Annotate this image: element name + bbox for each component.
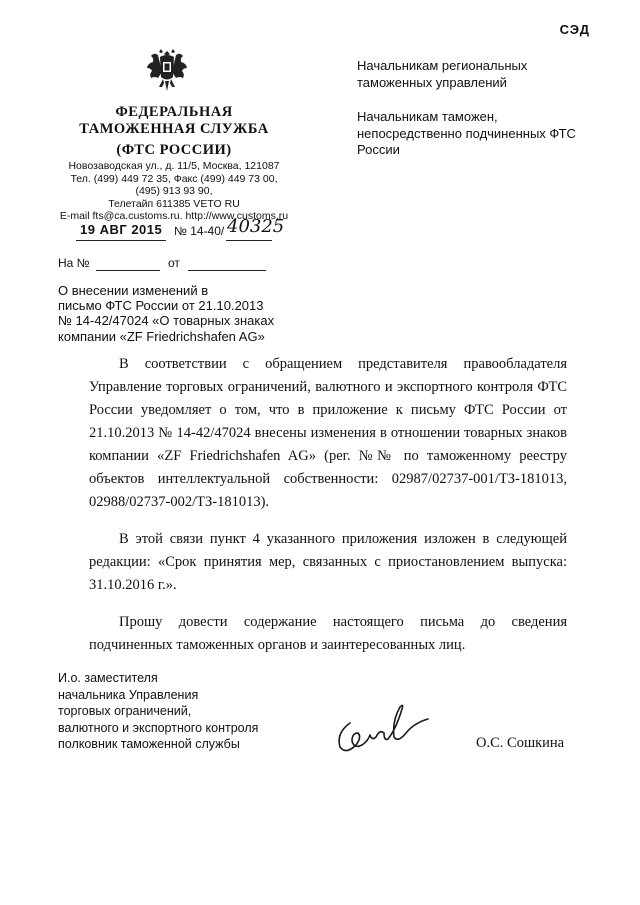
- position-line: полковник таможенной службы: [58, 737, 240, 751]
- subject-line: компании «ZF Friedrichshafen AG»: [58, 328, 265, 344]
- agency-name: [50, 104, 298, 159]
- body-paragraph-3: Прошу довести содержание настоящего письма до сведения подчиненных таможенных органов и заинтересованных лиц.: [89, 614, 567, 653]
- registration-number-label: № 14-40/: [174, 224, 225, 238]
- subject-line: О внесении изменений в: [58, 283, 209, 298]
- position-line: начальника Управления: [58, 687, 199, 702]
- email-line: E-mail fts@ca.customs.ru. http://www.customs.ru: [59, 210, 289, 222]
- position-line: валютного и экспортного контроля: [58, 720, 259, 735]
- agency-contacts: [50, 160, 298, 223]
- signatory-name: О.С. Сошкина: [476, 735, 565, 751]
- subject-line: № 14-42/47024 «О товарных знаках: [58, 313, 275, 329]
- in-reply-number-blank: [96, 270, 160, 271]
- from-label: от: [168, 256, 180, 270]
- coat-of-arms-emblem: [146, 45, 188, 95]
- letter-subject: [58, 283, 308, 344]
- position-line: И.о. заместителя: [58, 671, 158, 685]
- letter-body: [89, 353, 567, 671]
- in-reply-label: На №: [58, 256, 90, 270]
- address-line: Новозаводская ул., д. 11/5, Москва, 121087: [68, 160, 280, 172]
- body-paragraph-2: В этой связи пункт 4 указанного приложения изложен в следующей редакции: «Срок принятия мер, связанных с приостановлением выпуска: 31.10.2016 г.».: [89, 531, 567, 593]
- number-underline: [226, 240, 272, 241]
- subject-line: письмо ФТС России от 21.10.2013: [58, 298, 264, 314]
- document-marker: СЭД: [559, 22, 590, 37]
- registration-number-handwritten: 40325: [227, 216, 285, 237]
- handwritten-signature: [330, 703, 440, 763]
- phone-line: Тел. (499) 449 72 35, Факс (499) 449 73 00,: [70, 172, 278, 185]
- signatory-position: [58, 670, 308, 753]
- agency-name-line1: ФЕДЕРАЛЬНАЯ: [115, 104, 233, 120]
- addressee-customs: Начальникам таможен, непосредственно подчиненных ФТС России: [357, 109, 576, 157]
- body-paragraph-1: В соответствии с обращением представителя правообладателя Управление торговых ограничений, валютного и экспортного контроля ФТС России уведомляет о том, что в приложение к письму ФТС России от 21.10.2013 № 14-42/47024 внесены изменения в отношении товарных знаков компании «ZF Friedrichshafen AG» (рег. №№ по таможенному реестру объектов интеллектуальной собственности: 02987/02737-001/ТЗ-181013, 02988/02737-002/ТЗ-181013).: [89, 356, 567, 510]
- date-underline: [76, 240, 166, 241]
- from-date-blank: [188, 270, 266, 271]
- addressee-regional: Начальникам региональных таможенных управлений: [357, 58, 528, 90]
- addressee-block: [357, 58, 597, 177]
- agency-name-line2: ТАМОЖЕННАЯ СЛУЖБА: [79, 121, 269, 137]
- teletype-line: Телетайп 611385 VETO RU: [108, 197, 240, 210]
- position-line: торговых ограничений,: [58, 704, 192, 718]
- phone-line-2: (495) 913 93 90,: [135, 185, 213, 197]
- agency-short-name: (ФТС РОССИИ): [116, 142, 232, 158]
- registration-date-stamp: 19 АВГ 2015: [80, 222, 163, 237]
